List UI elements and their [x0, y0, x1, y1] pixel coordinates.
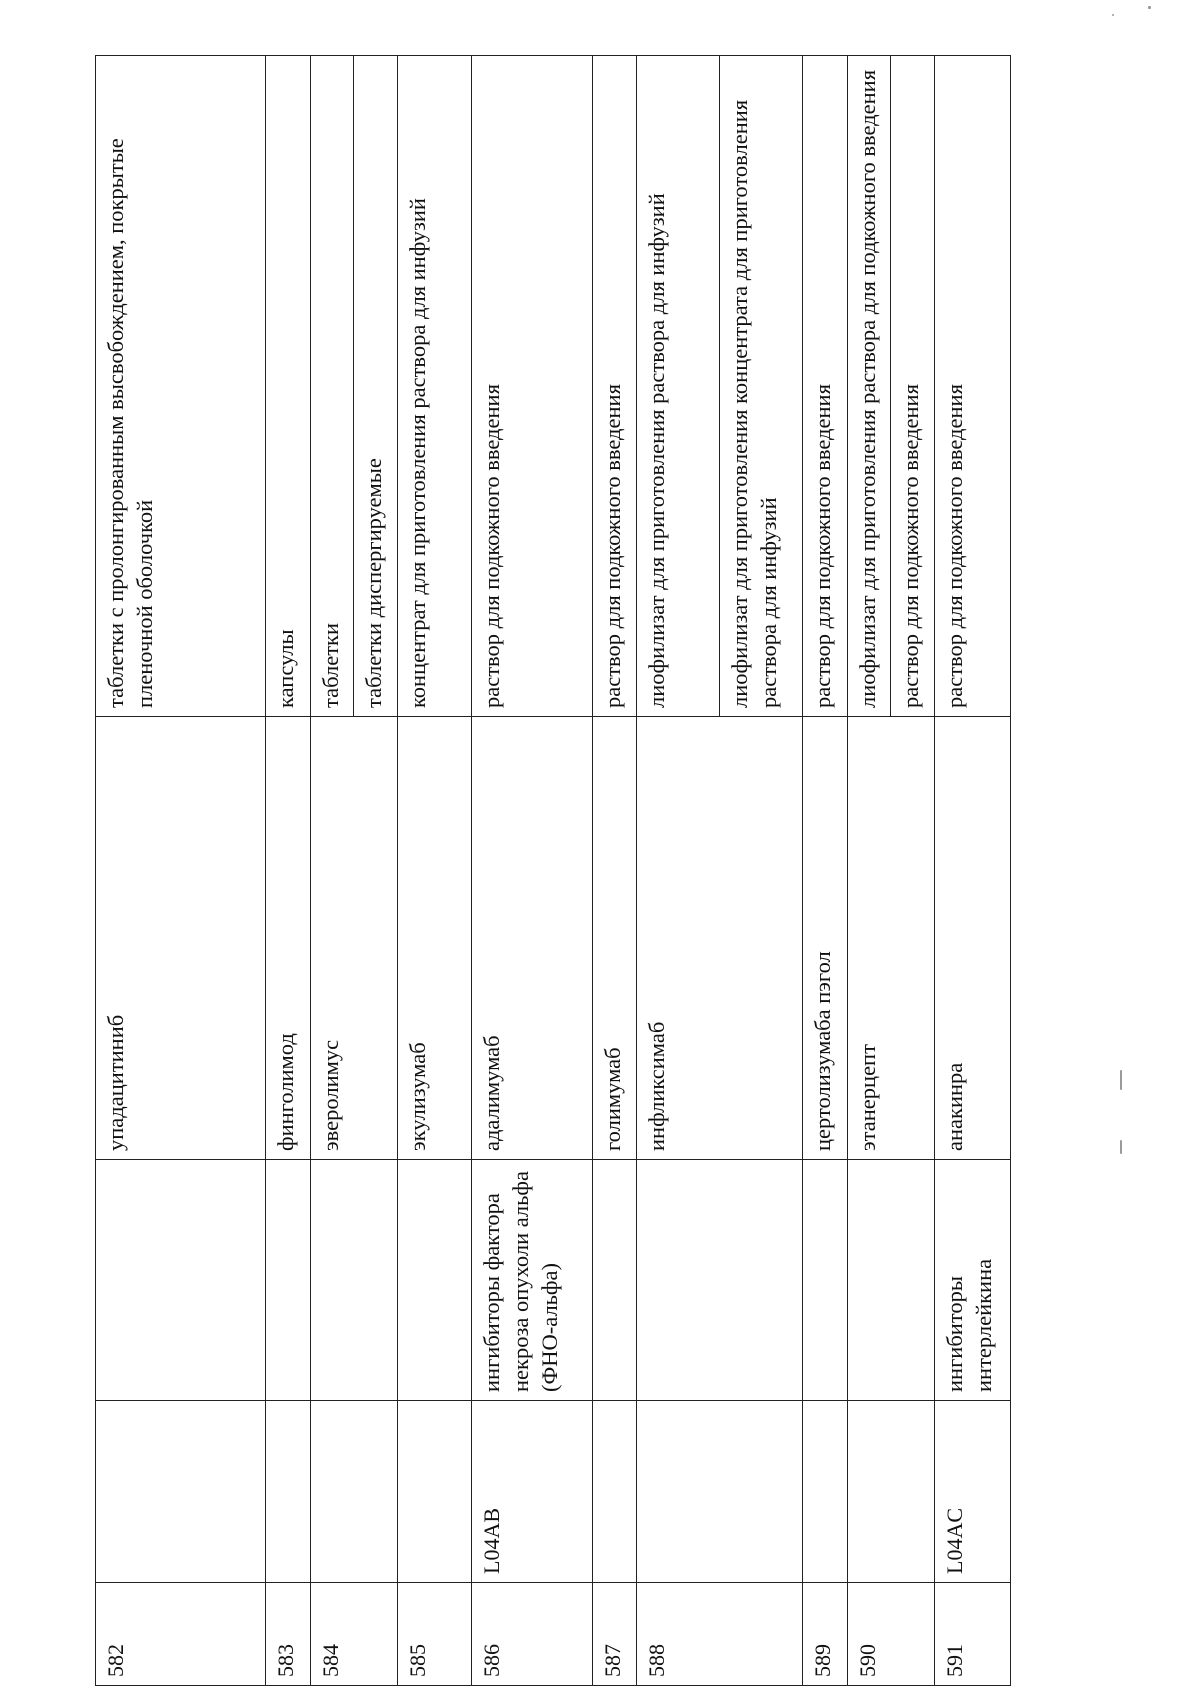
drug-name: упадацитиниб: [96, 717, 266, 1160]
drug-name: финголимод: [266, 717, 311, 1160]
pharmacological-group: [592, 1160, 637, 1401]
drug-list-table: [95, 55, 1011, 1686]
table-row: [397, 56, 471, 1686]
row-number: 591: [934, 1583, 1010, 1686]
row-number: 585: [397, 1583, 471, 1686]
table-row: [471, 56, 592, 1686]
drug-name: адалимумаб: [471, 717, 592, 1160]
pharmacological-group: [637, 1160, 803, 1401]
drug-name: этанерцепт: [847, 717, 934, 1160]
table-row: [802, 56, 847, 1686]
dosage-form: раствор для подкожного введения: [592, 56, 637, 717]
drug-name: голимумаб: [592, 717, 637, 1160]
drug-name: инфликсимаб: [637, 717, 803, 1160]
row-number: 583: [266, 1583, 311, 1686]
dosage-form: концентрат для приготовления раствора для инфузий: [397, 56, 471, 717]
row-number: 589: [802, 1583, 847, 1686]
dosage-form: таблетки диспергируемые: [354, 56, 398, 717]
dosage-form: раствор для подкожного введения: [471, 56, 592, 717]
drug-list-body: [96, 56, 1011, 1686]
drug-name: эверолимус: [310, 717, 397, 1160]
dosage-form: таблетки с пролонгированным высвобождением, покрытые пленочной оболочкой: [96, 56, 266, 717]
atc-code: [96, 1401, 266, 1583]
dosage-form: лиофилизат для приготовления раствора для инфузий: [637, 56, 720, 717]
pharmacological-group: ингибиторы интерлейкина: [934, 1160, 1010, 1401]
row-number: 588: [637, 1583, 803, 1686]
pharmacological-group: [397, 1160, 471, 1401]
scan-speck: [1120, 1070, 1122, 1090]
dosage-form: раствор для подкожного введения: [802, 56, 847, 717]
pharmacological-group: ингибиторы фактора некроза опухоли альфа (ФНО-альфа): [471, 1160, 592, 1401]
row-number: 584: [310, 1583, 397, 1686]
atc-code: [592, 1401, 637, 1583]
pharmacological-group: [266, 1160, 311, 1401]
atc-code: L04AC: [934, 1401, 1010, 1583]
table-row: [266, 56, 311, 1686]
row-number: 586: [471, 1583, 592, 1686]
drug-name: цертолизумаба пэгол: [802, 717, 847, 1160]
dosage-form: лиофилизат для приготовления концентрата для приготовления раствора для инфузий: [720, 56, 803, 717]
drug-name: анакинра: [934, 717, 1010, 1160]
pharmacological-group: [310, 1160, 397, 1401]
row-number: 587: [592, 1583, 637, 1686]
rotated-table-container: [95, 56, 1011, 1686]
pharmacological-group: [96, 1160, 266, 1401]
pharmacological-group: [847, 1160, 934, 1401]
dosage-form: таблетки: [310, 56, 354, 717]
atc-code: L04AB: [471, 1401, 592, 1583]
table-row: [310, 56, 354, 1686]
table-row: [96, 56, 266, 1686]
scan-speck: [1112, 14, 1114, 16]
atc-code: [310, 1401, 397, 1583]
table-row: [847, 56, 891, 1686]
row-number: 590: [847, 1583, 934, 1686]
table-row: [637, 56, 720, 1686]
dosage-form: раствор для подкожного введения: [891, 56, 935, 717]
drug-name: экулизумаб: [397, 717, 471, 1160]
table-row: [592, 56, 637, 1686]
scan-speck: [1120, 1140, 1122, 1154]
dosage-form: раствор для подкожного введения: [934, 56, 1010, 717]
pharmacological-group: [802, 1160, 847, 1401]
dosage-form: лиофилизат для приготовления раствора для подкожного введения: [847, 56, 891, 717]
scan-speck: [1148, 6, 1151, 9]
dosage-form: капсулы: [266, 56, 311, 717]
atc-code: [397, 1401, 471, 1583]
atc-code: [266, 1401, 311, 1583]
row-number: 582: [96, 1583, 266, 1686]
atc-code: [802, 1401, 847, 1583]
atc-code: [847, 1401, 934, 1583]
table-row: [934, 56, 1010, 1686]
atc-code: [637, 1401, 803, 1583]
